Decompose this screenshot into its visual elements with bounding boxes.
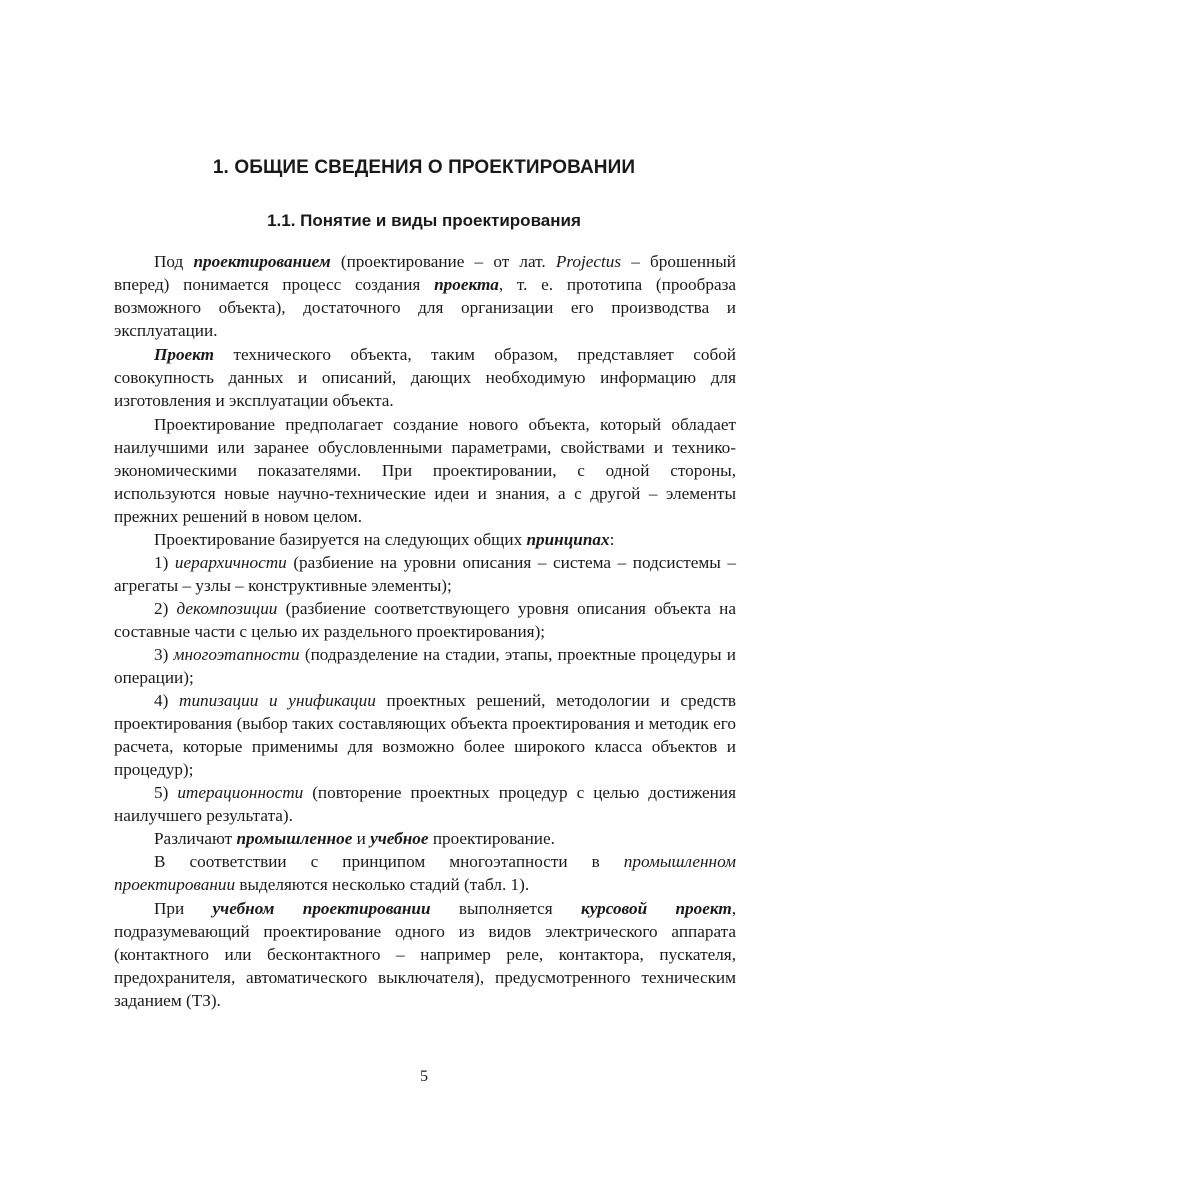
text-run: (проектирование – от лат. [331,252,556,271]
term-educational: учебное [370,829,428,848]
text-run: Под [154,252,193,271]
list-number: 2) [154,599,177,618]
document-page [0,0,1200,1200]
principle-term: декомпозиции [177,599,278,618]
term-course-project: курсовой проект [581,899,732,918]
principle-item [114,689,736,781]
paragraph-definition-project [114,343,736,412]
list-number: 4) [154,691,179,710]
term-educational-design: учебном проектировании [213,899,431,918]
list-number: 1) [154,553,175,572]
text-run: , подразумевающий проектирование одного из видов электрического аппарата (контактного или бесконтактного – например реле, контактора, пускателя, предохранителя, автоматического выключателя), предусмотренного техническим заданием (ТЗ). [114,899,736,1010]
term-design: проектированием [193,252,330,271]
text-run: проектирование. [429,829,555,848]
term-industrial: промышленное [236,829,352,848]
principle-item [114,597,736,643]
text-run: выполняется [431,899,581,918]
paragraph-industrial-stages [114,850,736,896]
term-project: проекта [434,275,499,294]
principle-term: итерационности [177,783,303,802]
principle-item [114,781,736,827]
text-run: При [154,899,213,918]
list-number: 5) [154,783,177,802]
text-run: выделяются несколько стадий (табл. 1). [235,875,529,894]
term-project: Проект [154,345,214,364]
text-run: (разбиение соответствующего уровня описания объекта на составные части с целью их раздельного проектирования); [114,599,736,641]
text-run: : [610,530,615,549]
page-number: 5 [0,1068,848,1086]
principle-term: иерархичности [175,553,287,572]
text-run: (повторение проектных процедур с целью достижения наилучшего результата). [114,783,736,825]
paragraph-definition-design [114,250,736,342]
text-run: – брошенный вперед) понимается процесс создания [114,252,736,294]
paragraph-principles-intro [114,528,736,551]
chapter-title: 1. ОБЩИЕ СВЕДЕНИЯ О ПРОЕКТИРОВАНИИ [0,157,848,179]
text-run: (подразделение на стадии, этапы, проектные процедуры и операции); [114,645,736,687]
principle-item [114,643,736,689]
text-run: технического объекта, таким образом, представляет собой совокупность данных и описаний, дающих необходимую информацию для изготовления и эксплуатации объекта. [114,345,736,410]
paragraph-design-types [114,827,736,850]
paragraph-course-project [114,897,736,1012]
latin-term: Projectus [556,252,621,271]
term-principles: принципах [526,530,609,549]
text-run: , т. е. прототипа (прообраза возможного объекта), достаточного для организации его производства и эксплуатации. [114,275,736,340]
paragraph-design-purpose [114,413,736,528]
list-number: 3) [154,645,174,664]
principle-term: многоэтапности [174,645,300,664]
principle-term: типизации и унификации [179,691,376,710]
text-run: Различают [154,829,236,848]
text-run: (разбиение на уровни описания – система – подсистемы – агрегаты – узлы – конструктивные элементы); [114,553,736,595]
term-industrial-design: промышленном проектировании [114,852,736,894]
principle-item [114,551,736,597]
text-run: Проектирование предполагает создание нового объекта, который обладает наилучшими или заранее обусловленными параметрами, свойствами и технико-экономическими показателями. При проектировании, с одной стороны, используются новые научно-технические идеи и знания, а с другой – элементы прежних решений в новом целом. [114,415,736,526]
text-run: и [352,829,370,848]
text-run: Проектирование базируется на следующих общих [154,530,526,549]
text-run: В соответствии с принципом многоэтапности в [154,852,624,871]
text-run: проектных решений, методологии и средств проектирования (выбор таких составляющих объекта проектирования и методик его расчета, которые применимы для возможно более широкого класса объектов и процедур); [114,691,736,779]
body-text [114,250,736,1012]
section-title: 1.1. Понятие и виды проектирования [0,211,848,231]
